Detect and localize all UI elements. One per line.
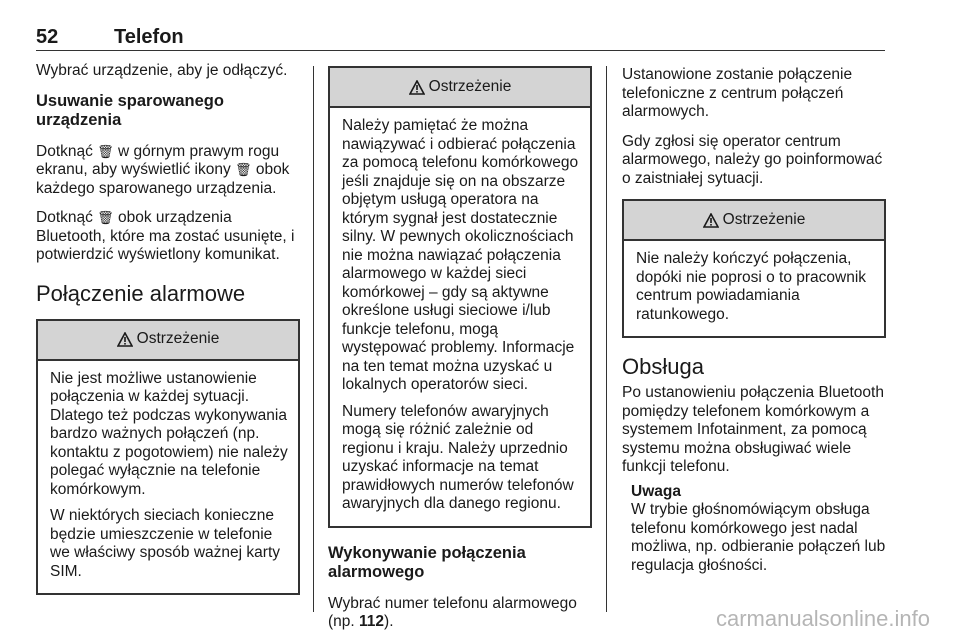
header-rule [36,50,885,51]
warning-triangle-icon [703,213,719,228]
body-text: Gdy zgłosi się operator centrum alarmowego, należy go poinformować o zaistniałej sytuacji. [622,132,883,187]
warning-header [38,321,298,361]
column-middle [328,66,592,643]
watermark: carmanualsonline.info [715,606,930,631]
warning-text: Należy pamiętać że można nawiązywać i odbierać połączenia za pomocą telefonu komórkowego jeśli znajduje się on na obszarze objętym usługą operatora na którym sygnał jest dostatecznie silny. W pewnych okolicznościach nie można nawiązać połączenia alarmowego w każdej sieci komórkowej – gdy są aktywne określone usługi sieciowe i/lub funkcje telefonu, mogą występować problemy. Informacje na ten temat można uzyskać u lokalnych operatorów sieci. [342,117,579,393]
warning-text: Nie jest możliwe ustanowienie połączenia w każdej sytuacji. Dlatego też podczas wykonywania bardzo ważnych połączeń (np. kontaktu z pogotowiem) nie należy polegać wyłącznie na telefonie komórkowym. [50,369,288,498]
trash-icon: 🗑 [97,210,114,225]
warning-box [36,319,300,596]
column-left [36,62,300,611]
call-instruction: Wybrać numer telefonu alarmowego (np. 112). [328,594,577,630]
warning-text: Nie należy kończyć połączenia, dopóki nie poprosi o to pracownik centrum powiadamiania ratunkowego. [636,250,867,323]
section-title: Telefon [114,26,184,48]
heading-emergency-call: Połączenie alarmowe [36,280,246,306]
note-title: Uwaga [631,482,681,500]
warning-text: W niektórych sieciach konieczne będzie umieszczenie w telefonie we właściwy sposób ważnej karty SIM. [50,507,281,580]
warning-triangle-icon [117,332,133,347]
body-text: Ustanowione zostanie połączenie telefoniczne z centrum połączeń alarmowych. [622,66,853,120]
note-box [631,483,886,576]
warning-triangle-icon [409,80,425,95]
trash-icon: 🗑 [235,162,252,177]
warning-text: Numery telefonów awaryjnych mogą się różnić zależnie od regionu i kraju. Należy uprzednio uzyskać informacje na temat prawidłowych numerów telefonów awaryjnych dla danego regionu. [342,402,574,512]
warning-title: Ostrzeżenie [136,330,220,348]
intro-text: Wybrać urządzenie, aby je odłączyć. [36,62,288,79]
trash-icon: 🗑 [97,143,114,159]
warning-header [330,68,590,108]
warning-header [624,201,884,241]
heading-make-emergency-call: Wykonywanie połączenia alarmowego [328,543,526,581]
warning-box [328,66,592,528]
note-text: W trybie głośnomówiącym obsługa telefonu komórkowego jest nadal możliwa, np. odbieranie połączeń lub regulacja głośności. [631,501,886,574]
warning-title: Ostrzeżenie [722,210,806,228]
body-text: Po ustanowieniu połączenia Bluetooth pomiędzy telefonem komórkowym a systemem Infotainment, za pomocą systemu można obsługiwać wiele funkcji telefonu. [622,384,884,475]
heading-remove-device: Usuwanie sparowanego urządzenia [36,91,224,129]
column-divider [313,66,314,612]
remove-step-1: Dotknąć 🗑 w górnym prawym rogu ekranu, aby wyświetlić ikony 🗑 obok każdego sparowanego urządzenia. [36,142,290,197]
page-number: 52 [36,26,59,48]
warning-box [622,199,886,338]
warning-title: Ostrzeżenie [428,77,512,95]
column-divider [606,66,607,612]
emergency-number: 112 [359,613,385,630]
page-header [36,26,885,52]
heading-operation: Obsługa [622,354,704,379]
column-right [622,66,886,575]
remove-step-2: Dotknąć 🗑 obok urządzenia Bluetooth, które ma zostać usunięte, i potwierdzić wyświetlony komunikat. [36,209,295,263]
